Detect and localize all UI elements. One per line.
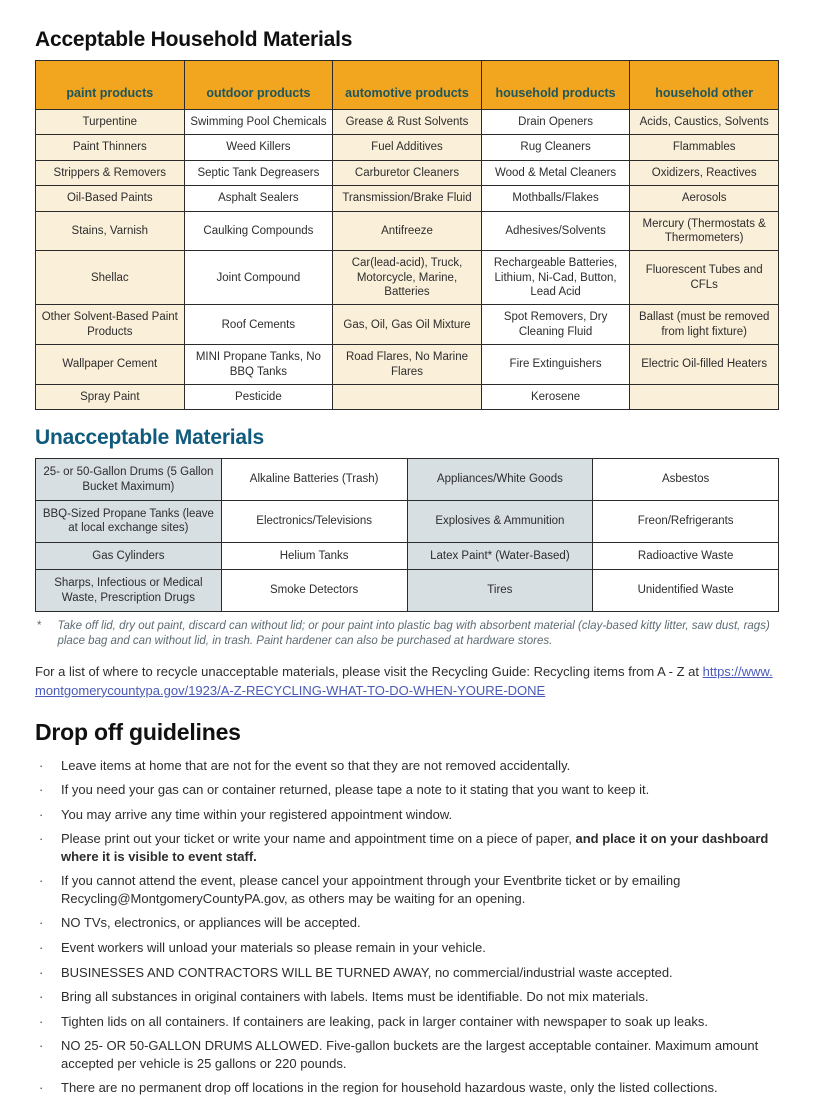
acceptable-cell: Other Solvent-Based Paint Products: [36, 305, 185, 345]
guideline-text: Leave items at home that are not for the event so that they are not removed accidentally.: [61, 757, 571, 773]
acceptable-cell: Grease & Rust Solvents: [333, 110, 482, 135]
bullet-icon: ·: [39, 1038, 44, 1054]
table-row: [36, 135, 779, 160]
acceptable-cell: Spray Paint: [36, 384, 185, 409]
acceptable-cell: Turpentine: [36, 110, 185, 135]
acceptable-cell: Fuel Additives: [333, 135, 482, 160]
acceptable-cell: Adhesives/Solvents: [481, 211, 630, 251]
acceptable-cell: Car(lead-acid), Truck, Motorcycle, Marine, Batteries: [333, 251, 482, 305]
acceptable-cell: Fire Extinguishers: [481, 345, 630, 385]
acceptable-cell: Mothballs/Flakes: [481, 186, 630, 211]
acceptable-cell: Swimming Pool Chemicals: [184, 110, 333, 135]
unacceptable-cell: Gas Cylinders: [36, 542, 222, 569]
guideline-text: Please print out your ticket or write your name and appointment time on a piece of paper, and place it on your dashboard where it is visible to event staff.: [61, 831, 769, 864]
column-header: outdoor products: [184, 61, 333, 110]
table-row: [36, 570, 779, 612]
guideline-text: If you cannot attend the event, please cancel your appointment through your Eventbrite ticket or by emailing Recycling@MontgomeryCountyPA.gov, as others may be waiting for an opening.: [61, 873, 681, 906]
acceptable-cell: Mercury (Thermostats & Thermometers): [630, 211, 779, 251]
unacceptable-cell: Freon/Refrigerants: [593, 501, 779, 543]
unacceptable-cell: Electronics/Televisions: [221, 501, 407, 543]
acceptable-cell: Fluorescent Tubes and CFLs: [630, 251, 779, 305]
acceptable-cell: MINI Propane Tanks, No BBQ Tanks: [184, 345, 333, 385]
acceptable-cell: Roof Cements: [184, 305, 333, 345]
latex-paint-footnote: [37, 619, 777, 650]
table-row: [36, 384, 779, 409]
acceptable-cell: Spot Removers, Dry Cleaning Fluid: [481, 305, 630, 345]
acceptable-cell: Strippers & Removers: [36, 160, 185, 185]
column-header: household products: [481, 61, 630, 110]
acceptable-cell: Rechargeable Batteries, Lithium, Ni-Cad, Button, Lead Acid: [481, 251, 630, 305]
guideline-item: [35, 988, 779, 1006]
bullet-icon: ·: [39, 964, 44, 980]
bullet-icon: ·: [39, 806, 44, 822]
acceptable-cell: Wood & Metal Cleaners: [481, 160, 630, 185]
unacceptable-table-body: [36, 459, 779, 612]
acceptable-cell: Joint Compound: [184, 251, 333, 305]
acceptable-cell: [630, 384, 779, 409]
bullet-icon: ·: [39, 873, 44, 889]
unacceptable-cell: Appliances/White Goods: [407, 459, 593, 501]
table-row: [36, 110, 779, 135]
guideline-text: You may arrive any time within your registered appointment window.: [61, 806, 453, 822]
unacceptable-cell: Sharps, Infectious or Medical Waste, Prescription Drugs: [36, 570, 222, 612]
acceptable-cell: Caulking Compounds: [184, 211, 333, 251]
guideline-item: [35, 914, 779, 932]
acceptable-cell: Ballast (must be removed from light fixture): [630, 305, 779, 345]
table-row: [36, 459, 779, 501]
acceptable-header-row: [36, 61, 779, 110]
guideline-text: NO TVs, electronics, or appliances will be accepted.: [61, 915, 361, 931]
guideline-item: [35, 1013, 779, 1031]
acceptable-cell: Septic Tank Degreasers: [184, 160, 333, 185]
acceptable-table-head: [36, 61, 779, 110]
table-row: [36, 211, 779, 251]
guideline-item: [35, 1037, 779, 1072]
guideline-item: [35, 830, 779, 865]
unacceptable-cell: Asbestos: [593, 459, 779, 501]
acceptable-cell: Shellac: [36, 251, 185, 305]
guideline-item: [35, 872, 779, 907]
guideline-item: [35, 939, 779, 957]
acceptable-cell: Aerosols: [630, 186, 779, 211]
table-row: [36, 542, 779, 569]
drop-off-guidelines-title: Drop off guidelines: [35, 718, 241, 745]
guideline-text: If you need your gas can or container returned, please tape a note to it stating that you want to keep it.: [61, 782, 650, 798]
acceptable-materials-title: Acceptable Household Materials: [35, 28, 353, 51]
guideline-text: Tighten lids on all containers. If containers are leaking, pack in larger container with newspaper to soak up leaks.: [61, 1013, 708, 1029]
table-row: [36, 305, 779, 345]
acceptable-cell: Asphalt Sealers: [184, 186, 333, 211]
guideline-item: [35, 806, 779, 824]
recycling-guide-link[interactable]: https://www.montgomerycountypa.gov/1923/A-Z-RECYCLING-WHAT-TO-DO-WHEN-YOURE-DONE: [35, 663, 773, 698]
guideline-item: [35, 964, 779, 982]
bullet-icon: ·: [39, 1013, 44, 1029]
acceptable-cell: Stains, Varnish: [36, 211, 185, 251]
acceptable-cell: Acids, Caustics, Solvents: [630, 110, 779, 135]
unacceptable-cell: Alkaline Batteries (Trash): [221, 459, 407, 501]
recycling-guide-note: [35, 663, 779, 701]
unacceptable-cell: Radioactive Waste: [593, 542, 779, 569]
unacceptable-materials-table: [35, 458, 779, 612]
recycling-guide-text: For a list of where to recycle unacceptable materials, please visit the Recycling Guide: Recycling items from A - Z at: [35, 663, 703, 679]
asterisk-marker: *: [37, 619, 42, 632]
table-row: [36, 186, 779, 211]
guideline-text: NO 25- OR 50-GALLON DRUMS ALLOWED. Five-gallon buckets are the largest acceptable container. Maximum amount accepted per vehicle is 25 gallons or 220 pounds.: [61, 1038, 759, 1071]
table-row: [36, 501, 779, 543]
unacceptable-cell: 25- or 50-Gallon Drums (5 Gallon Bucket Maximum): [36, 459, 222, 501]
acceptable-cell: Oil-Based Paints: [36, 186, 185, 211]
acceptable-cell: Rug Cleaners: [481, 135, 630, 160]
bullet-icon: ·: [39, 1080, 44, 1096]
bullet-icon: ·: [39, 782, 44, 798]
acceptable-cell: [333, 384, 482, 409]
unacceptable-cell: Latex Paint* (Water-Based): [407, 542, 593, 569]
acceptable-cell: Kerosene: [481, 384, 630, 409]
unacceptable-cell: Explosives & Ammunition: [407, 501, 593, 543]
acceptable-cell: Paint Thinners: [36, 135, 185, 160]
acceptable-cell: Carburetor Cleaners: [333, 160, 482, 185]
acceptable-table-body: [36, 110, 779, 410]
acceptable-cell: Road Flares, No Marine Flares: [333, 345, 482, 385]
guideline-text: BUSINESSES AND CONTRACTORS WILL BE TURNED AWAY, no commercial/industrial waste accepted.: [61, 964, 673, 980]
bullet-icon: ·: [39, 989, 44, 1005]
footnote-text: Take off lid, dry out paint, discard can without lid; or pour paint into plastic bag with absorbent material (clay-based kitty litter, saw dust, rags) place bag and can without lid, in trash. Paint hardener can also be purchased at hardware stores.: [57, 619, 770, 648]
acceptable-cell: Antifreeze: [333, 211, 482, 251]
unacceptable-materials-title: Unacceptable Materials: [35, 426, 265, 450]
acceptable-cell: Gas, Oil, Gas Oil Mixture: [333, 305, 482, 345]
guideline-text: There are no permanent drop off locations in the region for household hazardous waste, only the listed collections.: [61, 1080, 718, 1096]
guideline-text: Bring all substances in original containers with labels. Items must be identifiable. Do not mix materials.: [61, 989, 649, 1005]
guideline-text: Event workers will unload your materials so please remain in your vehicle.: [61, 939, 486, 955]
acceptable-cell: Flammables: [630, 135, 779, 160]
guidelines-list: [35, 757, 779, 1097]
unacceptable-cell: Tires: [407, 570, 593, 612]
guideline-item: [35, 1079, 779, 1097]
acceptable-cell: Electric Oil-filled Heaters: [630, 345, 779, 385]
table-row: [36, 251, 779, 305]
bullet-icon: ·: [39, 757, 44, 773]
unacceptable-cell: Unidentified Waste: [593, 570, 779, 612]
acceptable-cell: Oxidizers, Reactives: [630, 160, 779, 185]
bullet-icon: ·: [39, 831, 44, 847]
column-header: paint products: [36, 61, 185, 110]
table-row: [36, 345, 779, 385]
acceptable-cell: Pesticide: [184, 384, 333, 409]
table-row: [36, 160, 779, 185]
acceptable-cell: Drain Openers: [481, 110, 630, 135]
unacceptable-cell: BBQ-Sized Propane Tanks (leave at local exchange sites): [36, 501, 222, 543]
acceptable-materials-table: [35, 60, 779, 410]
guideline-item: [35, 781, 779, 799]
unacceptable-cell: Helium Tanks: [221, 542, 407, 569]
guideline-item: [35, 757, 779, 775]
acceptable-cell: Wallpaper Cement: [36, 345, 185, 385]
column-header: automotive products: [333, 61, 482, 110]
column-header: household other: [630, 61, 779, 110]
acceptable-cell: Weed Killers: [184, 135, 333, 160]
bullet-icon: ·: [39, 915, 44, 931]
bullet-icon: ·: [39, 939, 44, 955]
unacceptable-cell: Smoke Detectors: [221, 570, 407, 612]
acceptable-cell: Transmission/Brake Fluid: [333, 186, 482, 211]
